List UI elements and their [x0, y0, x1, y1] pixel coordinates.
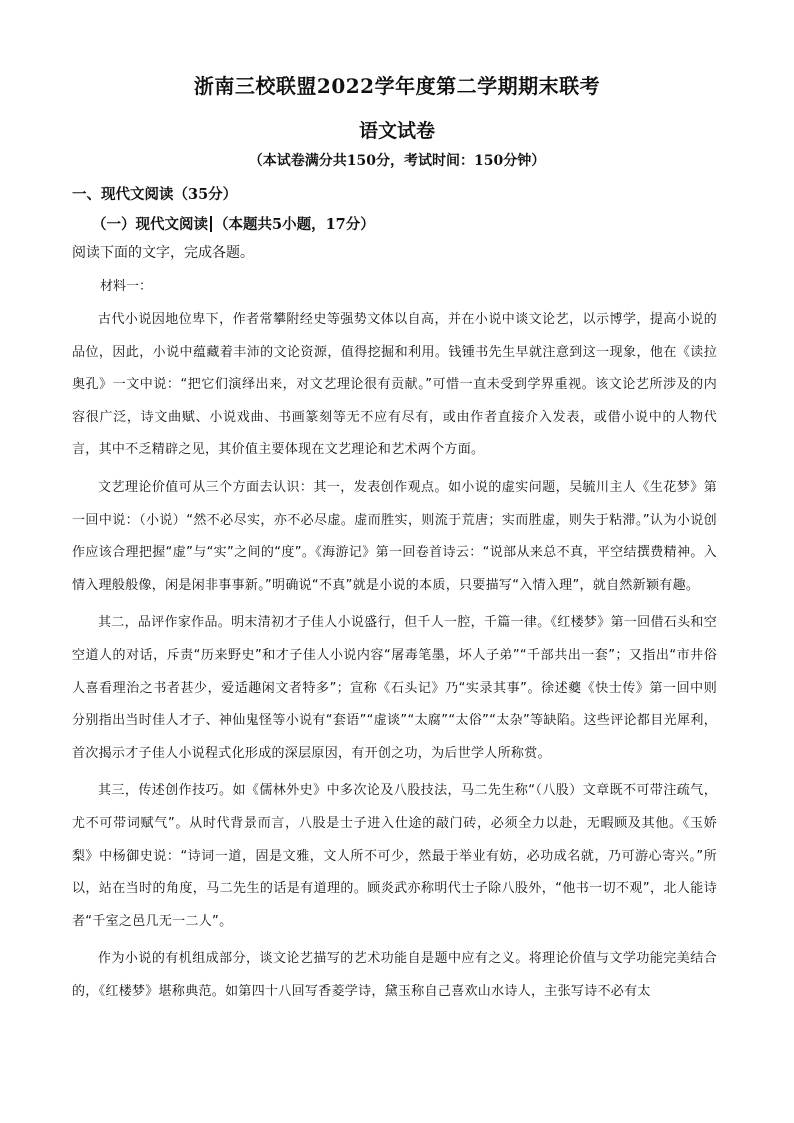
- subsection-label: （一）现代文阅读: [92, 216, 208, 233]
- passage-body: [72, 304, 717, 1013]
- paragraph: 其三，传述创作技巧。如《儒林外史》中多次论及八股技法，马二先生称“（八股）文章既不可带注疏气，尤不可带词赋气”。从时代背景而言，八股是士子进入仕途的敲门砖，必须全力以赴，无暇顾及其他。《玉娇梨》中杨御史说：“诗词一道，固是文雅，文人所不可少，然最于举业有妨，必功成名就，乃可游心寄兴。”所以，站在当时的角度，马二先生的话是有道理的。顾炎武亦称明代士子除八股外，“他书一切不观”，北人能诗者“千室之邑几无一二人”。: [72, 783, 717, 929]
- exam-title: 浙南三校联盟2022学年度第二学期期末联考: [193, 74, 601, 98]
- exam-subject: 语文试卷: [358, 120, 435, 142]
- text-cursor: [210, 216, 212, 232]
- material-label: 材料一：: [100, 279, 153, 294]
- exam-info: （本试卷满分共150分，考试时间：150分钟）: [248, 153, 546, 169]
- paragraph: 作为小说的有机组成部分，谈文论艺描写的艺术功能自是题中应有之义。将理论价值与文学功能完美结合的，《红楼梦》堪称典范。如第四十八回写香菱学诗，黛玉称自己喜欢山水诗人，主张写诗不必有太: [72, 951, 717, 999]
- paragraph: 其二，品评作家作品。明末清初才子佳人小说盛行，但千人一腔，千篇一律。《红楼梦》第一回借石头和空空道人的对话，斥责“历来野史”和才子佳人小说内容“屠毒笔墨，坏人子弟”“千部共出一套”；又指出“市井俗人喜看理治之书者甚少，爱适趣闲文者特多”；宣称《石头记》乃“实录其事”。徐述夔《快士传》第一回中则分别指出当时佳人才子、神仙鬼怪等小说有“套语”“虚谈”“太腐”“太俗”“太杂”等缺陷。这些评论都目光犀利，首次揭示才子佳人小说程式化形成的深层原因，有开创之功，为后世学人所称赏。: [72, 615, 717, 761]
- subsection-heading: [92, 213, 375, 234]
- section-heading: 一、现代文阅读（35分）: [72, 186, 238, 203]
- instruction-text: 阅读下面的文字，完成各题。: [72, 245, 254, 261]
- subsection-detail: （本题共5小题，17分）: [214, 216, 375, 233]
- paragraph: 文艺理论价值可从三个方面去认识：其一，发表创作观点。如小说的虚实问题，吴毓川主人《生花梦》第一回中说：（小说）“然不必尽实，亦不必尽虚。虚而胜实，则流于荒唐；实而胜虚，则失于粘滞。”认为小说创作应该合理把握“虚”与“实”之间的“度”。《海游记》第一回卷首诗云：“说部从来总不真，平空结撰费精神。入情入理般般像，闲是闲非事事新。”明确说“不真”就是小说的本质，只要描写“入情入理”，就自然新颖有趣。: [72, 479, 717, 593]
- paragraph: 古代小说因地位卑下，作者常攀附经史等强势文体以自高，并在小说中谈文论艺，以示博学，提高小说的品位，因此，小说中蕴藏着丰沛的文论资源，值得挖掘和利用。钱锺书先生早就注意到这一现象，他在《读拉奥孔》一文中说：“把它们演绎出来，对文艺理论很有贡献。”可惜一直未受到学界重视。该文论艺所涉及的内容很广泛，诗文曲赋、小说戏曲、书画篆刻等无不应有尽有，或由作者直接介入发表，或借小说中的人物代言，其中不乏精辟之见，其价值主要体现在文艺理论和艺术两个方面。: [72, 312, 717, 458]
